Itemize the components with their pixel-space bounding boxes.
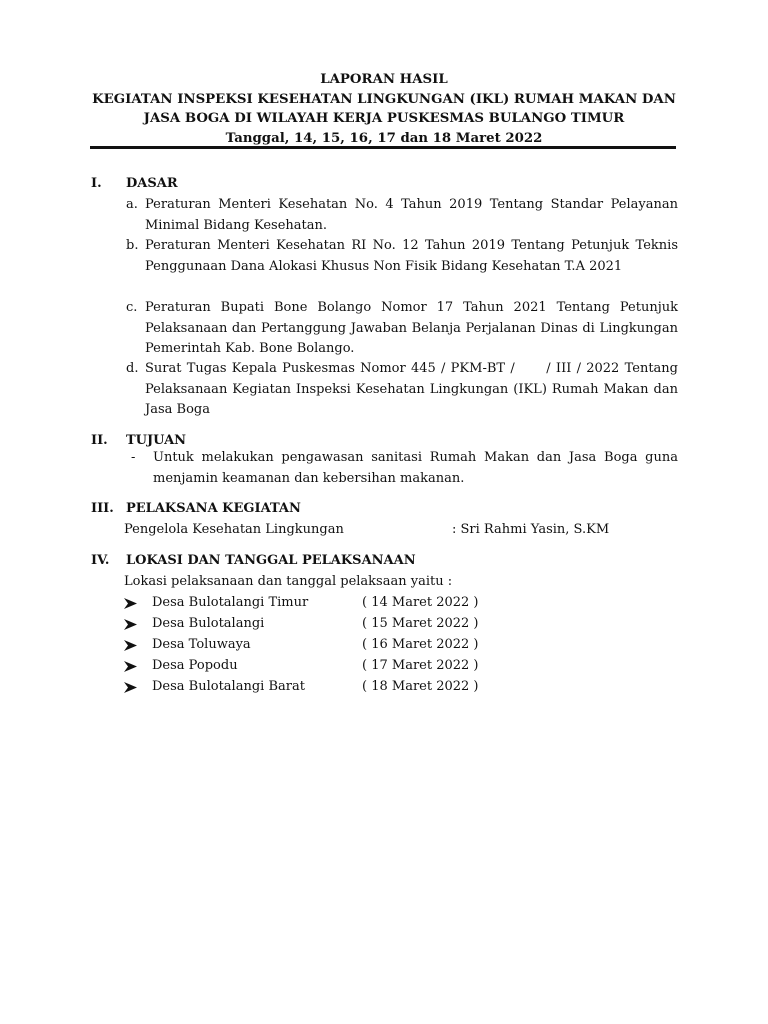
section-number-dasar: I.: [91, 176, 102, 191]
report-header: [60, 70, 708, 148]
location-name: Desa Toluwaya: [152, 637, 251, 652]
tujuan-item: [131, 448, 678, 489]
list-item: [124, 614, 524, 635]
section-number-pelaksana: III.: [91, 501, 114, 516]
report-subtitle-line-1: KEGIATAN INSPEKSI KESEHATAN LINGKUNGAN (IKL) RUMAH MAKAN DAN: [92, 91, 676, 107]
location-name: Desa Bulotalangi: [152, 616, 265, 631]
location-name: Desa Bulotalangi Barat: [152, 679, 305, 694]
list-item: [124, 656, 524, 677]
arrow-bullet-icon: [124, 635, 138, 651]
dasar-item-b: [126, 236, 678, 277]
report-title: LAPORAN HASIL: [320, 72, 448, 87]
header-divider: [90, 146, 676, 149]
dasar-item-a: [126, 195, 678, 236]
item-text: Peraturan Menteri Kesehatan No. 4 Tahun 2019 Tentang Standar Pelayanan Minimal Bidang Kesehatan.: [145, 197, 678, 233]
arrow-bullet-icon: [124, 677, 138, 693]
location-date: ( 18 Maret 2022 ): [362, 679, 479, 694]
lokasi-intro: Lokasi pelaksanaan dan tanggal pelaksaan yaitu :: [124, 574, 453, 589]
section-title-dasar: DASAR: [126, 176, 178, 191]
list-item: [124, 593, 524, 614]
item-text: Surat Tugas Kepala Puskesmas Nomor 445 / PKM-BT / / III / 2022 Tentang Pelaksanaan Kegiatan Inspeksi Kesehatan Lingkungan (IKL) Rumah Makan dan Jasa Boga: [145, 361, 683, 418]
pelaksana-role: Pengelola Kesehatan Lingkungan: [124, 522, 344, 537]
location-name: Desa Popodu: [152, 658, 238, 673]
list-item: [124, 677, 524, 698]
item-letter: b.: [126, 238, 139, 253]
item-letter: a.: [126, 197, 138, 212]
dash-bullet: -: [131, 450, 136, 465]
item-letter: d.: [126, 361, 139, 376]
report-date-line: Tanggal, 14, 15, 16, 17 dan 18 Maret 2022: [225, 130, 543, 146]
report-subtitle-line-2: JASA BOGA DI WILAYAH KERJA PUSKESMAS BULANGO TIMUR: [143, 111, 625, 126]
arrow-bullet-icon: [124, 614, 138, 630]
section-title-lokasi: LOKASI DAN TANGGAL PELAKSANAAN: [126, 553, 416, 568]
location-date: ( 14 Maret 2022 ): [362, 595, 479, 610]
item-text: Peraturan Bupati Bone Bolango Nomor 17 Tahun 2021 Tentang Petunjuk Pelaksanaan dan Pertanggung Jawaban Belanja Perjalanan Dinas di Lingkungan Pemerintah Kab. Bone Bolango.: [145, 300, 678, 357]
dasar-item-c: [126, 298, 678, 360]
location-date: ( 15 Maret 2022 ): [362, 616, 479, 631]
tujuan-text: Untuk melakukan pengawasan sanitasi Rumah Makan dan Jasa Boga guna menjamin keamanan dan kebersihan makanan.: [153, 450, 678, 486]
section-number-tujuan: II.: [91, 433, 108, 448]
item-letter: c.: [126, 300, 138, 315]
section-title-pelaksana: PELAKSANA KEGIATAN: [126, 501, 301, 516]
location-name: Desa Bulotalangi Timur: [152, 595, 309, 610]
item-text: Peraturan Menteri Kesehatan RI No. 12 Tahun 2019 Tentang Petunjuk Teknis Penggunaan Dana Alokasi Khusus Non Fisik Bidang Kesehatan T.A 2021: [145, 238, 678, 274]
list-item: [124, 635, 524, 656]
location-date: ( 17 Maret 2022 ): [362, 658, 479, 673]
section-title-tujuan: TUJUAN: [126, 433, 187, 448]
location-date: ( 16 Maret 2022 ): [362, 637, 479, 652]
arrow-bullet-icon: [124, 593, 138, 609]
dasar-item-d: [126, 359, 683, 421]
arrow-bullet-icon: [124, 656, 138, 672]
pelaksana-person: : Sri Rahmi Yasin, S.KM: [452, 522, 610, 537]
section-number-lokasi: IV.: [91, 553, 110, 568]
